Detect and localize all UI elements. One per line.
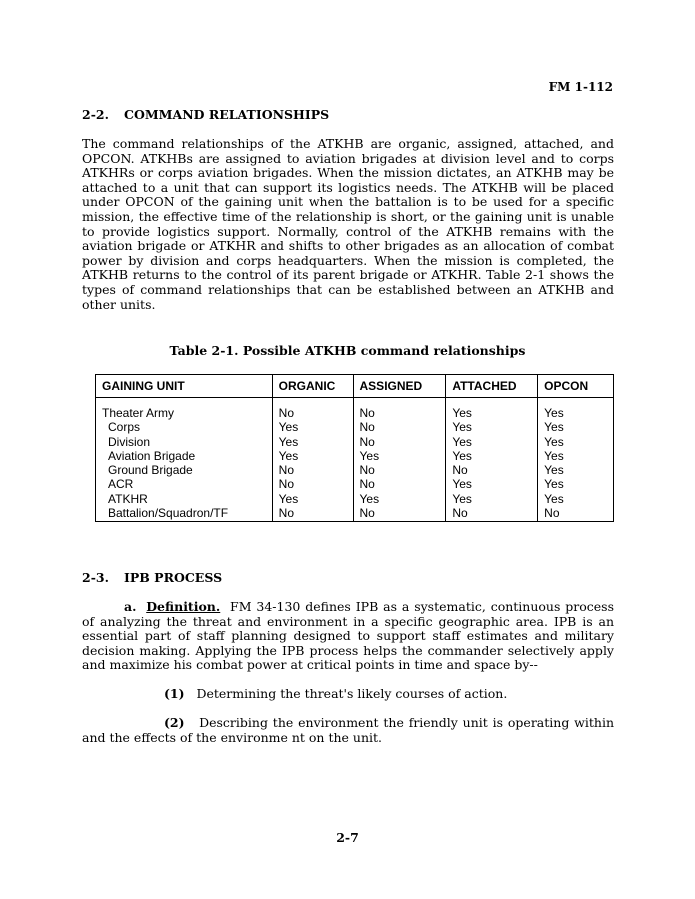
table-cell: Yes	[538, 398, 614, 421]
table-cell: Battalion/Squadron/TF	[96, 506, 273, 522]
command-relationships-table	[95, 374, 614, 522]
table-cell: No	[272, 398, 353, 421]
table-cell: Yes	[272, 420, 353, 434]
table-cell: Yes	[353, 492, 446, 506]
section-heading-ipb-process	[82, 570, 222, 585]
command-relationships-paragraph: The command relationships of the ATKHB are organic, assigned, attached, and OPCON. ATKHBs are assigned to aviation brigades at division level and to corps ATKHRs or corps aviation brigades. When the mission dictates, an ATKHB may be attached to a unit that can support its logistics needs. The ATKHB will be placed under OPCON of the gaining unit when the battalion is to be used for a specific mission, the effective time of the relationship is short, or the gaining unit is unable to provide logistics support. Normally, control of the ATKHB remains with the aviation brigade or ATKHR and shifts to other brigades as an allocation of combat power by division and corps headquarters. When the mission is completed, the ATKHB returns to the control of its parent brigade or ATKHR. Table 2-1 shows the types of command relationships that can be established between an ATKHB and other units.	[82, 136, 614, 312]
table-cell: Corps	[96, 420, 273, 434]
subsection-title: Definition.	[146, 599, 221, 614]
table-cell: Yes	[446, 420, 538, 434]
table-cell: Ground Brigade	[96, 463, 273, 477]
table-header-row	[96, 375, 614, 398]
section-title: IPB PROCESS	[124, 570, 223, 585]
table-row	[96, 492, 614, 506]
table-cell: No	[446, 463, 538, 477]
subsection-label: a.	[124, 599, 137, 614]
column-header: ATTACHED	[446, 375, 538, 398]
table-cell: Yes	[538, 435, 614, 449]
table-row	[96, 435, 614, 449]
table-row	[96, 398, 614, 421]
section-title: COMMAND RELATIONSHIPS	[124, 107, 330, 122]
table-cell: Yes	[538, 449, 614, 463]
list-item-label: (2)	[164, 715, 185, 730]
table-cell: No	[353, 477, 446, 491]
page-number: 2-7	[336, 830, 359, 845]
section-heading-command-relationships	[82, 107, 329, 122]
table-cell: No	[272, 463, 353, 477]
column-header: ORGANIC	[272, 375, 353, 398]
table-cell: ACR	[96, 477, 273, 491]
list-item	[82, 716, 614, 745]
table-cell: Yes	[446, 435, 538, 449]
table-cell: ATKHR	[96, 492, 273, 506]
table-cell: No	[353, 463, 446, 477]
list-item-label: (1)	[164, 686, 185, 701]
column-header: GAINING UNIT	[96, 375, 273, 398]
table-row	[96, 506, 614, 522]
table-row	[96, 463, 614, 477]
section-number: 2-2.	[82, 107, 109, 122]
column-header: OPCON	[538, 375, 614, 398]
section-number: 2-3.	[82, 570, 109, 585]
table-cell: Theater Army	[96, 398, 273, 421]
table-row	[96, 477, 614, 491]
document-id: FM 1-112	[548, 80, 613, 94]
subsection-text: FM 34-130 defines IPB as a systematic, continuous process of analyzing the threat and environment in a specific geographic area. IPB is an essential part of staff planning designed to support staff estimates and military decision making. Applying the IPB process helps the commander selectively apply and maximize his combat power at critical points in time and space by--	[82, 599, 614, 673]
table-cell: Yes	[272, 492, 353, 506]
table-cell: Yes	[446, 477, 538, 491]
list-item-text: Describing the environment the friendly unit is operating within and the effects of the environme nt on the unit.	[82, 715, 614, 745]
table-cell: No	[353, 398, 446, 421]
table-cell: Yes	[446, 449, 538, 463]
table-cell: Division	[96, 435, 273, 449]
table-cell: No	[538, 506, 614, 522]
list-item	[82, 687, 614, 702]
column-header: ASSIGNED	[353, 375, 446, 398]
table-cell: Aviation Brigade	[96, 449, 273, 463]
table-cell: Yes	[446, 492, 538, 506]
table-cell: No	[272, 477, 353, 491]
table-row	[96, 449, 614, 463]
table-cell: Yes	[538, 420, 614, 434]
table-cell: No	[272, 506, 353, 522]
table-cell: Yes	[538, 477, 614, 491]
table-cell: Yes	[272, 435, 353, 449]
table-row	[96, 420, 614, 434]
list-item-text: Determining the threat's likely courses of action.	[196, 686, 508, 701]
definition-paragraph	[82, 600, 614, 673]
table-cell: Yes	[538, 463, 614, 477]
table-caption: Table 2-1. Possible ATKHB command relationships	[169, 343, 526, 358]
table-cell: No	[446, 506, 538, 522]
table-cell: No	[353, 506, 446, 522]
table-cell: No	[353, 420, 446, 434]
table-cell: Yes	[446, 398, 538, 421]
table-cell: Yes	[538, 492, 614, 506]
table-cell: Yes	[353, 449, 446, 463]
table-cell: No	[353, 435, 446, 449]
table-cell: Yes	[272, 449, 353, 463]
